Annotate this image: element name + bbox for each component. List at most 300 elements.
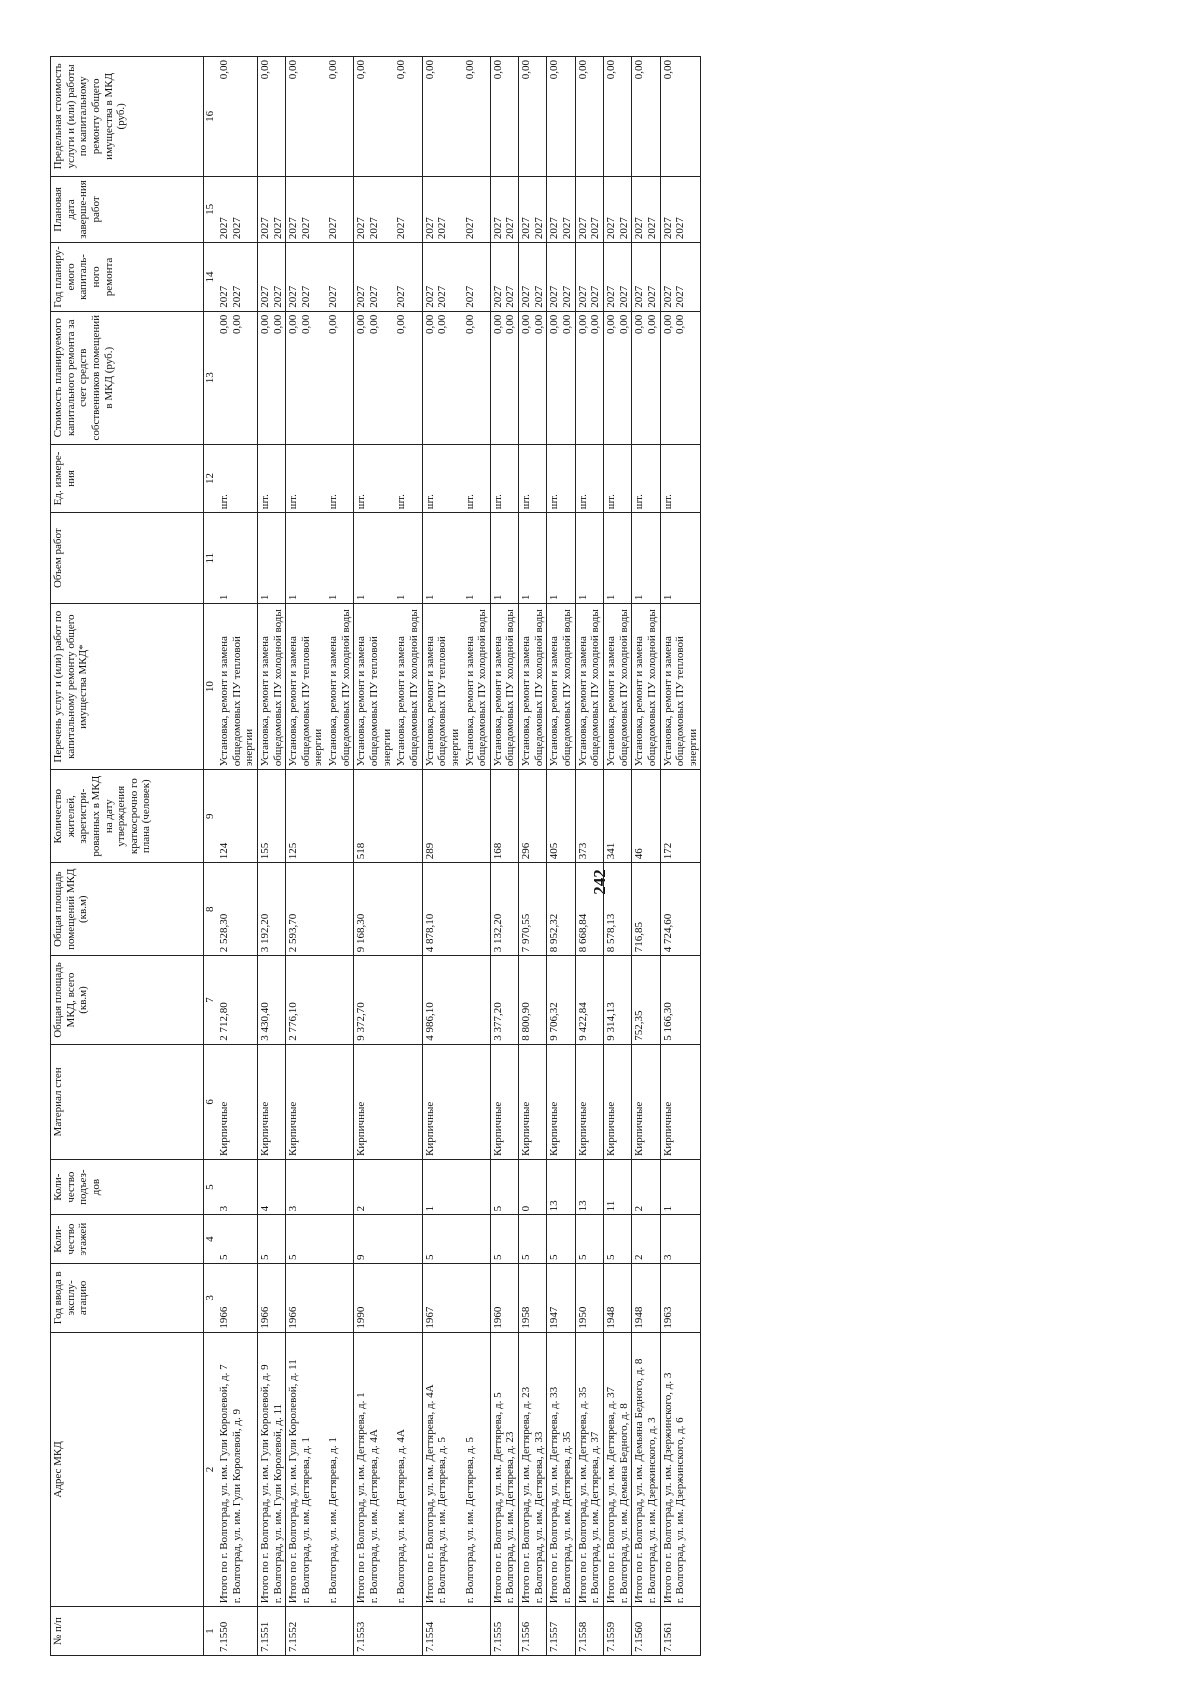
total-address: Итого по г. Волгоград, ул. им. Дзержинского, д. 3 <box>661 1372 674 1604</box>
limit-cost: 0,00 <box>491 60 504 80</box>
table-cell <box>326 1159 354 1214</box>
table-cell <box>547 513 575 604</box>
table-cell <box>422 770 462 863</box>
cost-total: 0,00 <box>355 314 368 335</box>
table-cell <box>257 1264 285 1333</box>
table-cell <box>286 444 326 513</box>
cost: 0,00 <box>561 314 574 335</box>
completion-date-total: 2027 <box>491 217 504 240</box>
table-cell <box>660 1607 701 1656</box>
table-cell <box>394 1264 422 1333</box>
table-cell <box>575 176 603 242</box>
completion-date: 2027 <box>504 217 517 240</box>
table-row <box>519 57 547 1656</box>
repair-year-total: 2027 <box>287 285 300 308</box>
limit-cost: 0,00 <box>218 60 230 80</box>
table-cell <box>660 956 701 1045</box>
work-description: Установка, ремонт и замена общедомовых ПУ холодной воды <box>491 609 517 767</box>
table-cell <box>632 770 660 863</box>
table-cell <box>490 956 518 1045</box>
table-cell <box>463 770 491 863</box>
total-area: 2 712,80 <box>218 1002 230 1041</box>
table-cell <box>217 444 257 513</box>
table-cell <box>286 1332 326 1607</box>
work-volume: 1 <box>258 594 271 601</box>
table-cell <box>217 863 257 956</box>
table-cell <box>422 1044 462 1159</box>
commission-year: 1948 <box>633 1306 646 1329</box>
table-cell <box>326 1607 354 1656</box>
unit: шт. <box>576 494 589 510</box>
table-cell <box>217 57 257 177</box>
table-cell <box>286 513 326 604</box>
table-cell <box>422 57 462 177</box>
table-cell <box>326 176 354 242</box>
table-cell <box>490 444 518 513</box>
repair-year: 2027 <box>674 285 687 308</box>
completion-date-total: 2027 <box>576 217 589 240</box>
resident-count: 125 <box>287 842 300 860</box>
completion-date-total: 2027 <box>633 217 646 240</box>
table-cell <box>257 311 285 444</box>
completion-date: 2027 <box>395 217 408 240</box>
total-address: Итого по г. Волгоград, ул. им. Гули Королевой, д. 9 <box>258 1364 271 1604</box>
table-cell <box>354 1044 394 1159</box>
rooms-area: 2 593,70 <box>287 913 300 953</box>
cost-total: 0,00 <box>287 314 300 335</box>
resident-count: 46 <box>633 848 646 860</box>
column-header: Общая площадь МКД, всего (кв.м) <box>51 956 204 1045</box>
cost: 0,00 <box>436 314 449 335</box>
cost-total: 0,00 <box>423 314 436 335</box>
completion-date-total: 2027 <box>661 217 674 240</box>
limit-cost: 0,00 <box>633 60 646 80</box>
table-cell <box>422 956 462 1045</box>
column-number: 14 <box>204 243 218 312</box>
floor-count: 5 <box>423 1254 436 1261</box>
table-row <box>632 57 660 1656</box>
table-cell <box>575 1607 603 1656</box>
table-cell <box>575 1215 603 1264</box>
total-address: Итого по г. Волгоград, ул. им. Гули Королевой, д. 7 <box>218 1364 230 1604</box>
total-address: Итого по г. Волгоград, ул. им. Демьяна Бедного, д. 8 <box>633 1358 646 1604</box>
table-cell <box>632 243 660 312</box>
row-number: 7.1551 <box>258 1621 271 1652</box>
work-volume: 1 <box>520 594 533 601</box>
cost-total: 0,00 <box>491 314 504 335</box>
table-cell <box>575 1332 603 1607</box>
table-cell <box>217 956 257 1045</box>
table-cell <box>519 311 547 444</box>
table-cell <box>547 1264 575 1333</box>
table-cell <box>286 1264 326 1333</box>
table-cell <box>575 956 603 1045</box>
table-cell <box>257 770 285 863</box>
table-cell <box>547 311 575 444</box>
column-header: Количество жителей, зарегистри-рованных в МКД на дату утверждения краткосрочно го плана (человек) <box>51 770 204 863</box>
repair-year: 2027 <box>436 285 449 308</box>
table-cell <box>394 57 422 177</box>
table-cell <box>463 444 491 513</box>
entrance-count: 4 <box>258 1205 271 1212</box>
column-number: 15 <box>204 176 218 242</box>
commission-year: 1966 <box>218 1306 230 1329</box>
table-cell <box>519 1264 547 1333</box>
cost: 0,00 <box>395 314 408 335</box>
table-cell <box>394 1215 422 1264</box>
repair-year: 2027 <box>617 285 630 308</box>
table-cell <box>422 604 462 770</box>
floor-count: 5 <box>287 1254 300 1261</box>
address: г. Волгоград, ул. им. Дегтярева, д. 1 <box>327 1437 340 1604</box>
table-cell <box>490 863 518 956</box>
completion-date: 2027 <box>561 217 574 240</box>
row-number: 7.1560 <box>633 1621 646 1652</box>
total-area: 8 800,90 <box>520 1002 533 1041</box>
completion-date: 2027 <box>436 217 449 240</box>
table-cell <box>519 863 547 956</box>
table-cell <box>286 1044 326 1159</box>
unit: шт. <box>327 494 340 510</box>
table-cell <box>575 1264 603 1333</box>
cost-total: 0,00 <box>548 314 561 335</box>
floor-count: 5 <box>520 1254 533 1261</box>
repair-year: 2027 <box>327 285 340 308</box>
resident-count: 168 <box>491 842 504 860</box>
column-number: 9 <box>204 770 218 863</box>
table-cell <box>217 1607 257 1656</box>
wall-material: Кирпичные <box>661 1101 674 1156</box>
table-row <box>547 57 575 1656</box>
table-cell <box>354 1159 394 1214</box>
wall-material: Кирпичные <box>355 1101 368 1156</box>
repair-year: 2027 <box>561 285 574 308</box>
completion-date: 2027 <box>230 217 243 240</box>
table-cell <box>547 444 575 513</box>
entrance-count: 1 <box>661 1205 674 1212</box>
work-volume: 1 <box>327 594 340 601</box>
table-cell <box>354 243 394 312</box>
work-description: Установка, ремонт и замена общедомовых ПУ холодной воды <box>548 609 574 767</box>
table-cell <box>632 1607 660 1656</box>
rooms-area: 4 878,10 <box>423 913 436 953</box>
table-cell <box>660 444 701 513</box>
table-cell <box>547 1332 575 1607</box>
table-cell <box>547 1607 575 1656</box>
column-number: 3 <box>204 1264 218 1333</box>
column-header: Ед. измере-ния <box>51 444 204 513</box>
repair-year: 2027 <box>463 285 476 308</box>
table-cell <box>575 57 603 177</box>
address: г. Волгоград, ул. им. Дегтярева, д. 1 <box>299 1437 312 1604</box>
table-cell <box>660 243 701 312</box>
table-cell <box>603 1332 631 1607</box>
table-cell <box>632 1215 660 1264</box>
table-cell <box>490 513 518 604</box>
wall-material: Кирпичные <box>491 1101 504 1156</box>
table-cell <box>660 513 701 604</box>
table-cell <box>575 770 603 863</box>
total-area: 9 422,84 <box>576 1002 589 1041</box>
table-cell <box>547 57 575 177</box>
limit-cost: 0,00 <box>258 60 271 80</box>
repair-year: 2027 <box>645 285 658 308</box>
table-cell <box>394 311 422 444</box>
column-number-row <box>204 57 218 1656</box>
table-cell <box>547 1044 575 1159</box>
row-number: 7.1554 <box>423 1621 436 1652</box>
total-area: 5 166,30 <box>661 1002 674 1041</box>
table-cell <box>286 770 326 863</box>
address: г. Волгоград, ул. им. Дегтярева, д. 5 <box>463 1437 476 1604</box>
column-header: Общая площадь помещений МКД (кв.м) <box>51 863 204 956</box>
work-volume: 1 <box>604 594 617 601</box>
address: г. Волгоград, ул. им. Дегтярева, д. 5 <box>436 1437 449 1604</box>
table-cell <box>326 1332 354 1607</box>
table-cell <box>603 956 631 1045</box>
cost: 0,00 <box>645 314 658 335</box>
table-cell <box>603 1044 631 1159</box>
table-cell <box>217 513 257 604</box>
work-description: Установка, ремонт и замена общедомовых ПУ холодной воды <box>633 609 658 767</box>
repair-year-total: 2027 <box>520 285 533 308</box>
header-row <box>51 57 204 1656</box>
completion-date-total: 2027 <box>423 217 436 240</box>
column-header: Объем работ <box>51 513 204 604</box>
rooms-area: 8 952,32 <box>548 913 561 953</box>
commission-year: 1948 <box>604 1306 617 1329</box>
table-row <box>490 57 518 1656</box>
repair-year: 2027 <box>271 285 284 308</box>
work-description: Установка, ремонт и замена общедомовых ПУ тепловой энергии <box>287 636 325 767</box>
table-cell <box>603 1607 631 1656</box>
entrance-count: 11 <box>604 1200 617 1212</box>
repair-year-total: 2027 <box>576 285 589 308</box>
floor-count: 5 <box>576 1254 589 1261</box>
wall-material: Кирпичные <box>423 1101 436 1156</box>
column-number: 8 <box>204 863 218 956</box>
column-number: 6 <box>204 1044 218 1159</box>
table-cell <box>217 1215 257 1264</box>
rooms-area: 716,85 <box>633 921 646 953</box>
repair-year: 2027 <box>532 285 545 308</box>
row-number: 7.1558 <box>576 1621 589 1652</box>
completion-date-total: 2027 <box>548 217 561 240</box>
column-number: 5 <box>204 1159 218 1214</box>
work-volume: 1 <box>395 594 408 601</box>
unit: шт. <box>395 494 408 510</box>
table-cell <box>575 243 603 312</box>
table-cell <box>354 311 394 444</box>
row-number: 7.1557 <box>548 1621 561 1652</box>
table-cell <box>660 863 701 956</box>
work-description: Установка, ремонт и замена общедомовых ПУ холодной воды <box>395 609 420 767</box>
table-cell <box>286 863 326 956</box>
entrance-count: 1 <box>423 1205 436 1212</box>
work-description: Установка, ремонт и замена общедомовых ПУ тепловой энергии <box>355 636 393 767</box>
table-cell <box>632 1044 660 1159</box>
total-address: Итого по г. Волгоград, ул. им. Дегтярева, д. 37 <box>604 1386 617 1604</box>
table-cell <box>463 1044 491 1159</box>
commission-year: 1967 <box>423 1306 436 1329</box>
table-cell <box>257 513 285 604</box>
rooms-area: 9 168,30 <box>355 913 368 953</box>
commission-year: 1958 <box>520 1306 533 1329</box>
commission-year: 1966 <box>258 1306 271 1329</box>
limit-cost: 0,00 <box>287 60 300 80</box>
completion-date-total: 2027 <box>604 217 617 240</box>
table-cell <box>519 1159 547 1214</box>
table-cell <box>286 956 326 1045</box>
table-cell <box>354 1264 394 1333</box>
table-cell <box>603 1264 631 1333</box>
column-number: 12 <box>204 444 218 513</box>
column-number: 1 <box>204 1607 218 1656</box>
commission-year: 1947 <box>548 1306 561 1329</box>
table-cell <box>660 1159 701 1214</box>
work-volume: 1 <box>576 594 589 601</box>
cost: 0,00 <box>589 314 602 335</box>
work-volume: 1 <box>463 594 476 601</box>
table-cell <box>217 1044 257 1159</box>
table-cell <box>354 1215 394 1264</box>
work-volume: 1 <box>548 594 561 601</box>
total-address: Итого по г. Волгоград, ул. им. Гули Королевой, д. 11 <box>287 1359 300 1604</box>
table-row <box>463 57 491 1656</box>
floor-count: 5 <box>258 1254 271 1261</box>
table-cell <box>326 311 354 444</box>
cost: 0,00 <box>463 314 476 335</box>
table-cell <box>519 513 547 604</box>
table-cell <box>286 604 326 770</box>
table-cell <box>422 1215 462 1264</box>
table-cell <box>490 1332 518 1607</box>
total-address: Итого по г. Волгоград, ул. им. Дегтярева, д. 1 <box>355 1392 368 1604</box>
table-cell <box>632 176 660 242</box>
column-header: Материал стен <box>51 1044 204 1159</box>
work-description: Установка, ремонт и замена общедомовых ПУ холодной воды <box>520 609 545 767</box>
table-cell <box>326 1044 354 1159</box>
table-cell <box>519 444 547 513</box>
table-cell <box>422 513 462 604</box>
cost: 0,00 <box>368 314 381 335</box>
table-cell <box>603 513 631 604</box>
table-cell <box>660 57 701 177</box>
table-cell <box>394 1159 422 1214</box>
entrance-count: 0 <box>520 1205 533 1212</box>
table-cell <box>326 444 354 513</box>
table-cell <box>575 1044 603 1159</box>
work-description: Установка, ремонт и замена общедомовых ПУ холодной воды <box>258 609 284 767</box>
cost-total: 0,00 <box>258 314 271 335</box>
table-cell <box>519 956 547 1045</box>
address: г. Волгоград, ул. им. Дегтярева, д. 23 <box>504 1431 517 1604</box>
completion-date: 2027 <box>271 217 284 240</box>
table-cell <box>394 1607 422 1656</box>
table-cell <box>490 57 518 177</box>
table-cell <box>326 604 354 770</box>
total-address: Итого по г. Волгоград, ул. им. Дегтярева, д. 5 <box>491 1392 504 1604</box>
floor-count: 2 <box>633 1254 646 1261</box>
table-cell <box>422 1159 462 1214</box>
table-cell <box>519 770 547 863</box>
row-number: 7.1553 <box>355 1621 368 1652</box>
table-cell <box>257 956 285 1045</box>
table-cell <box>286 1607 326 1656</box>
table-cell <box>490 1264 518 1333</box>
table-cell <box>463 513 491 604</box>
limit-cost: 0,00 <box>548 60 561 80</box>
table-row <box>422 57 462 1656</box>
limit-cost: 0,00 <box>327 60 340 80</box>
table-cell <box>326 770 354 863</box>
entrance-count: 2 <box>355 1205 368 1212</box>
cost: 0,00 <box>674 314 687 335</box>
table-row <box>286 57 326 1656</box>
table-cell <box>603 1159 631 1214</box>
row-number: 7.1552 <box>287 1621 300 1652</box>
table-cell <box>422 311 462 444</box>
table-cell <box>603 243 631 312</box>
table-cell <box>547 243 575 312</box>
table-cell <box>632 604 660 770</box>
resident-count: 373 <box>576 842 589 860</box>
table-cell <box>257 176 285 242</box>
table-cell <box>632 1332 660 1607</box>
table-cell <box>354 57 394 177</box>
table-row <box>217 57 257 1656</box>
address: г. Волгоград, ул. им. Дегтярева, д. 4А <box>395 1429 408 1604</box>
resident-count: 124 <box>218 842 230 860</box>
row-number: 7.1556 <box>520 1621 533 1652</box>
table-cell <box>217 1264 257 1333</box>
repair-year-total: 2027 <box>491 285 504 308</box>
unit: шт. <box>287 494 300 510</box>
work-description: Установка, ремонт и замена общедомовых ПУ тепловой энергии <box>218 636 256 767</box>
table-cell <box>490 311 518 444</box>
limit-cost: 0,00 <box>661 60 674 80</box>
table-cell <box>519 1215 547 1264</box>
table-cell <box>217 1332 257 1607</box>
table-cell <box>660 604 701 770</box>
address: г. Волгоград, ул. им. Дзержинского, д. 3 <box>645 1417 658 1604</box>
table-cell <box>422 176 462 242</box>
table-cell <box>326 57 354 177</box>
total-area: 752,35 <box>633 1010 646 1041</box>
table-cell <box>286 176 326 242</box>
cost-total: 0,00 <box>633 314 646 335</box>
column-header: Год ввода в эксплу-атацию <box>51 1264 204 1333</box>
table-body <box>217 57 701 1656</box>
table-cell <box>632 863 660 956</box>
resident-count: 172 <box>661 842 674 860</box>
floor-count: 5 <box>218 1254 230 1261</box>
repair-year: 2027 <box>589 285 602 308</box>
repair-year-total: 2027 <box>604 285 617 308</box>
table-cell <box>632 1159 660 1214</box>
table-cell <box>354 513 394 604</box>
repair-year-total: 2027 <box>355 285 368 308</box>
completion-date-total: 2027 <box>520 217 533 240</box>
unit: шт. <box>661 494 674 510</box>
table-cell <box>490 604 518 770</box>
row-number: 7.1550 <box>218 1621 230 1652</box>
entrance-count: 2 <box>633 1205 646 1212</box>
floor-count: 9 <box>355 1254 368 1261</box>
cost: 0,00 <box>617 314 630 335</box>
table-cell <box>463 176 491 242</box>
table-cell <box>660 1332 701 1607</box>
